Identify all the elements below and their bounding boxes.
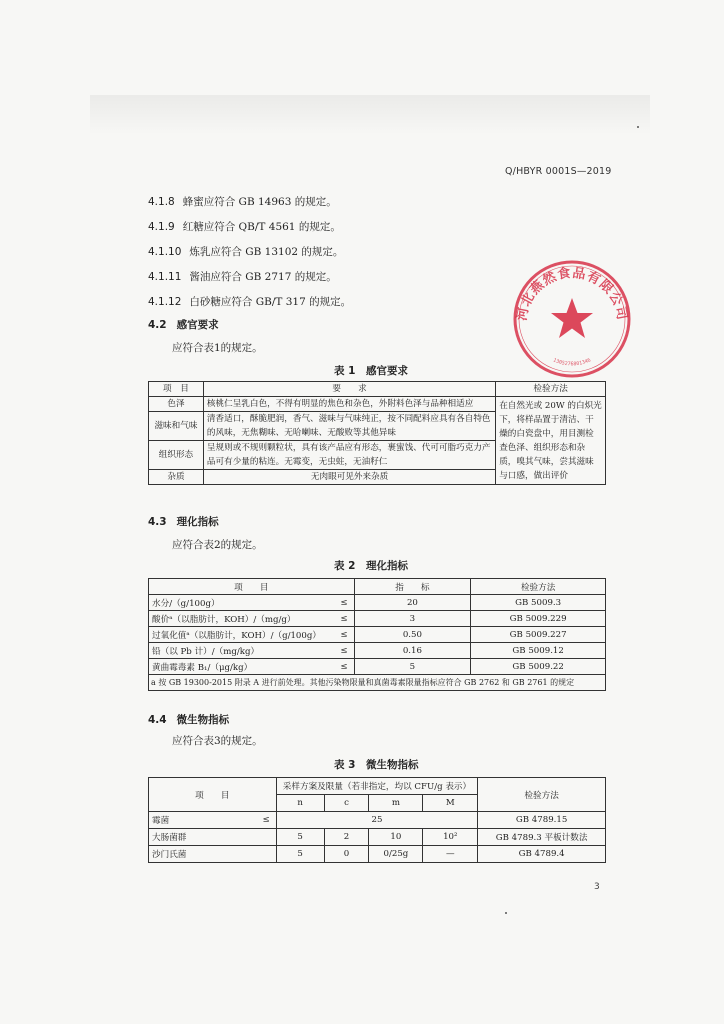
table-cell: 杂质: [149, 470, 204, 485]
table-cell: GB 5009.3: [471, 595, 606, 611]
table-header: 指 标: [354, 579, 471, 595]
table-cell: 0.50: [354, 627, 471, 643]
table-header: 项 目: [149, 382, 204, 397]
table-cell: 霉菌: [149, 812, 247, 829]
table-cell: 0: [324, 846, 369, 863]
table-cell: GB 5009.227: [471, 627, 606, 643]
table-cell: GB 5009.229: [471, 611, 606, 627]
table-cell: 2: [324, 829, 369, 846]
table-cell: GB 5009.22: [471, 659, 606, 675]
table-cell: GB 5009.12: [471, 643, 606, 659]
table-cell: 清香适口，酥脆肥润，香气、滋味与气味纯正，按不同配料应具有各自特色的风味，无焦糊味、无哈喇味、无酸败等其他异味: [203, 412, 495, 441]
table-cell: 核桃仁呈乳白色，不得有明显的焦色和杂色，外附料色泽与品种相适应: [203, 397, 495, 412]
table-cell: 0/25g: [369, 846, 423, 863]
table-1-title: 表 1 感官要求: [334, 365, 408, 377]
table-row: [149, 829, 606, 846]
table-3-title: 表 3 微生物指标: [334, 759, 419, 771]
table-row: [149, 643, 606, 659]
table-physicochemical: [148, 578, 606, 691]
table-2-title: 表 2 理化指标: [334, 560, 408, 572]
table-cell: 5: [276, 829, 324, 846]
clause-4-1-12: 4.1.12 白砂糖应符合 GB/T 317 的规定。: [148, 296, 352, 308]
table-header: 检验方法: [496, 382, 606, 397]
table-cell: 10: [369, 829, 423, 846]
table-row: [149, 595, 606, 611]
table-cell: 10²: [423, 829, 478, 846]
table-cell: ≤: [324, 627, 354, 643]
table-header: 检验方法: [471, 579, 606, 595]
clause-4-1-11: 4.1.11 酱油应符合 GB 2717 的规定。: [148, 271, 337, 283]
clause-4-1-10: 4.1.10 炼乳应符合 GB 13102 的规定。: [148, 246, 344, 258]
table-cell: GB 4789.4: [478, 846, 606, 863]
table-cell: 25: [276, 812, 478, 829]
table-cell: 过氧化值ᵃ（以脂肪计，KOH）/（g/100g）: [149, 627, 325, 643]
table-footnote-row: [149, 675, 606, 691]
table-header: 项 目: [149, 778, 277, 812]
table-cell: 水分/（g/100g）: [149, 595, 325, 611]
section-4-3-heading: 4.3 理化指标: [148, 516, 219, 528]
table-microbial: [148, 777, 606, 863]
table-subheader: n: [276, 795, 324, 812]
table-sensory: [148, 381, 606, 485]
table-row: [149, 611, 606, 627]
table-cell: ≤: [324, 611, 354, 627]
table-cell: GB 4789.3 平板计数法: [478, 829, 606, 846]
star-icon: [551, 298, 593, 338]
seal-number: 1305276801346: [552, 357, 592, 368]
table-row: [149, 659, 606, 675]
table-header-row: [149, 778, 606, 795]
table-cell: 无肉眼可见外来杂质: [203, 470, 495, 485]
section-4-2-text: 应符合表1的规定。: [172, 342, 263, 354]
table-header-row: [149, 382, 606, 397]
table-cell-method: 在自然光或 20W 的白炽光下，将样品置于清洁、干燥的白瓷盘中，用目测检查色泽、组织形态和杂质，嗅其气味，尝其滋味与口感，做出评价: [496, 397, 606, 485]
table-footnote: a 按 GB 19300-2015 附录 A 进行前处理。其他污染物限量和真菌毒素限量指标应符合 GB 2762 和 GB 2761 的规定: [149, 675, 606, 691]
table-header: 检验方法: [478, 778, 606, 812]
table-subheader: M: [423, 795, 478, 812]
table-cell: 黄曲霉毒素 B₁/（μg/kg）: [149, 659, 325, 675]
table-row: [149, 397, 606, 412]
seal-text: 河北燕然食品有限公司: [514, 265, 630, 323]
table-cell: GB 4789.15: [478, 812, 606, 829]
table-cell: 铅（以 Pb 计）/（mg/kg）: [149, 643, 325, 659]
section-4-2-heading: 4.2 感官要求: [148, 319, 219, 331]
clause-4-1-9: 4.1.9 红糖应符合 QB/T 4561 的规定。: [148, 221, 341, 233]
table-header: 要 求: [203, 382, 495, 397]
scan-speck: [637, 126, 639, 128]
table-header-row: [149, 579, 606, 595]
table-cell: 色泽: [149, 397, 204, 412]
table-cell: ≤: [324, 595, 354, 611]
scan-shadow: [90, 95, 650, 135]
table-header: 项 目: [149, 579, 355, 595]
section-4-3-text: 应符合表2的规定。: [172, 539, 263, 551]
table-subheader: c: [324, 795, 369, 812]
table-row: [149, 812, 606, 829]
table-header: 采样方案及限量（若非指定，均以 CFU/g 表示）: [276, 778, 478, 795]
document-code: Q/HBYR 0001S—2019: [505, 166, 612, 177]
table-subheader: m: [369, 795, 423, 812]
section-4-4-text: 应符合表3的规定。: [172, 735, 263, 747]
table-cell: 20: [354, 595, 471, 611]
scan-speck: [505, 912, 507, 914]
table-cell: 酸价ᵃ（以脂肪计，KOH）/（mg/g）: [149, 611, 325, 627]
table-cell: 沙门氏菌: [149, 846, 277, 863]
table-cell: —: [423, 846, 478, 863]
section-4-4-heading: 4.4 微生物指标: [148, 714, 230, 726]
table-cell: 大肠菌群: [149, 829, 277, 846]
table-cell: 5: [354, 659, 471, 675]
table-cell: ≤: [324, 643, 354, 659]
table-cell: ≤: [324, 659, 354, 675]
table-cell: 滋味和气味: [149, 412, 204, 441]
company-seal-stamp: [511, 258, 633, 380]
table-cell: 5: [276, 846, 324, 863]
clause-4-1-8: 4.1.8 蜂蜜应符合 GB 14963 的规定。: [148, 196, 337, 208]
table-cell: ≤: [246, 812, 276, 829]
table-row: [149, 627, 606, 643]
table-cell: 0.16: [354, 643, 471, 659]
table-cell: 组织形态: [149, 441, 204, 470]
table-cell: 3: [354, 611, 471, 627]
page-number: 3: [594, 882, 600, 892]
table-row: [149, 846, 606, 863]
svg-text:1305276801346: [552, 357, 592, 367]
table-cell: 呈规则或不规则颗粒状，具有该产品应有形态，裹蜜饯、代可可脂巧克力产品可有少量的粘连。无霉变，无虫蛀，无油籽仁: [203, 441, 495, 470]
